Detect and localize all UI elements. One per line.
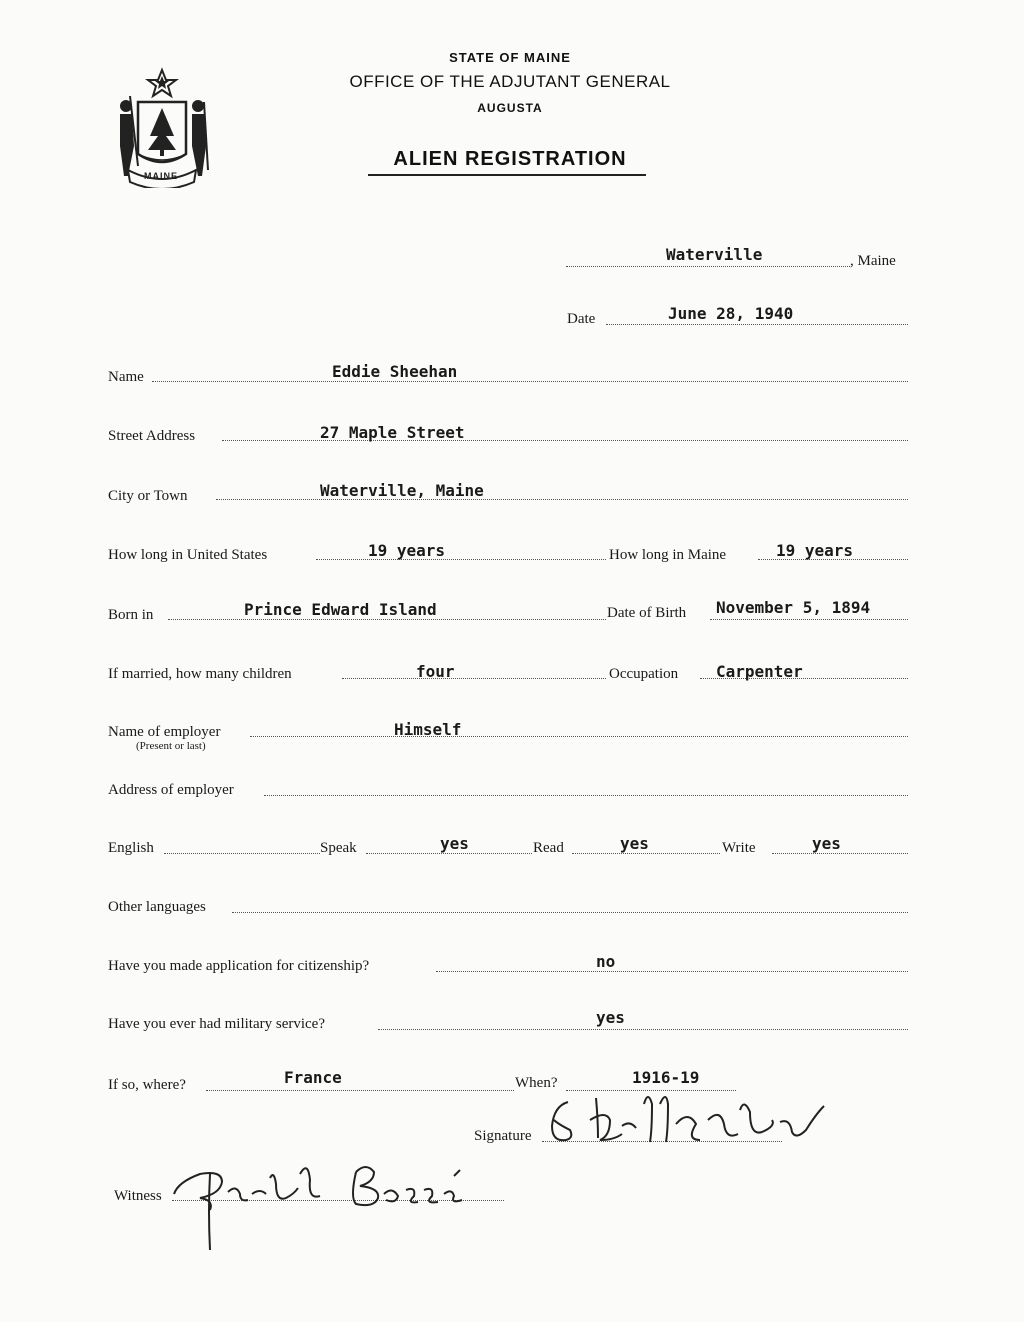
maine-duration-label: How long in Maine — [609, 547, 727, 563]
military-label: Have you ever had military service? — [108, 1016, 325, 1032]
occupation-value: Carpenter — [716, 662, 803, 681]
where-label: If so, where? — [108, 1077, 186, 1093]
employer-line — [250, 736, 908, 737]
signature-label: Signature — [474, 1128, 532, 1144]
born-value: Prince Edward Island — [244, 600, 437, 619]
name-value: Eddie Sheehan — [332, 362, 458, 381]
date-value: June 28, 1940 — [668, 304, 794, 323]
other-languages-line — [232, 912, 908, 913]
children-label: If married, how many children — [108, 666, 292, 682]
speak-value: yes — [440, 834, 469, 853]
english-line — [164, 853, 320, 854]
military-value: yes — [596, 1008, 625, 1027]
us-duration-label: How long in United States — [108, 547, 268, 563]
employer-label: Name of employer — [108, 724, 221, 740]
read-line — [572, 853, 720, 854]
employer-address-line — [264, 795, 908, 796]
write-line — [772, 853, 908, 854]
dob-label: Date of Birth — [607, 605, 687, 621]
english-label: English — [108, 840, 154, 856]
where-line — [206, 1090, 514, 1091]
where-value: France — [284, 1068, 342, 1087]
city-heading: AUGUSTA — [477, 101, 543, 115]
dob-line — [710, 619, 908, 620]
speak-line — [366, 853, 532, 854]
city-value: Waterville, Maine — [320, 481, 484, 500]
when-value: 1916-19 — [632, 1068, 700, 1087]
place-suffix: , Maine — [850, 253, 896, 269]
maine-duration-value: 19 years — [776, 541, 854, 560]
us-duration-value: 19 years — [368, 541, 446, 560]
city-label: City or Town — [108, 488, 188, 504]
employer-address-label: Address of employer — [108, 782, 234, 798]
state-seal-icon — [108, 66, 216, 188]
place-line — [566, 266, 850, 267]
write-value: yes — [812, 834, 841, 853]
read-value: yes — [620, 834, 649, 853]
street-value: 27 Maple Street — [320, 423, 465, 442]
title-underline — [368, 174, 646, 176]
date-line — [606, 324, 908, 325]
witness-label: Witness — [114, 1188, 162, 1204]
seal-motto: MAINE — [144, 171, 178, 181]
form-title: ALIEN REGISTRATION — [393, 148, 627, 170]
witness-handwriting — [170, 1150, 490, 1260]
born-line — [168, 619, 606, 620]
place-value: Waterville — [666, 245, 763, 264]
citizenship-label: Have you made application for citizenship? — [108, 958, 370, 974]
street-label: Street Address — [108, 428, 196, 444]
name-label: Name — [108, 369, 144, 385]
dob-value: November 5, 1894 — [716, 598, 871, 617]
when-label: When? — [515, 1075, 558, 1091]
military-line — [378, 1029, 908, 1030]
children-value: four — [416, 662, 455, 681]
citizenship-line — [436, 971, 908, 972]
us-duration-line — [316, 559, 606, 560]
name-line — [152, 381, 908, 382]
write-label: Write — [722, 840, 756, 856]
employer-value: Himself — [394, 720, 462, 739]
signature-handwriting — [540, 1080, 830, 1160]
read-label: Read — [533, 840, 564, 856]
employer-sublabel: (Present or last) — [136, 740, 206, 752]
date-label: Date — [567, 311, 596, 327]
children-line — [342, 678, 606, 679]
office-heading: OFFICE OF THE ADJUTANT GENERAL — [349, 72, 671, 91]
citizenship-value: no — [596, 952, 616, 971]
occupation-label: Occupation — [609, 666, 679, 682]
born-label: Born in — [108, 607, 154, 623]
other-languages-label: Other languages — [108, 899, 206, 915]
state-heading: STATE OF MAINE — [449, 50, 571, 65]
speak-label: Speak — [320, 840, 357, 856]
